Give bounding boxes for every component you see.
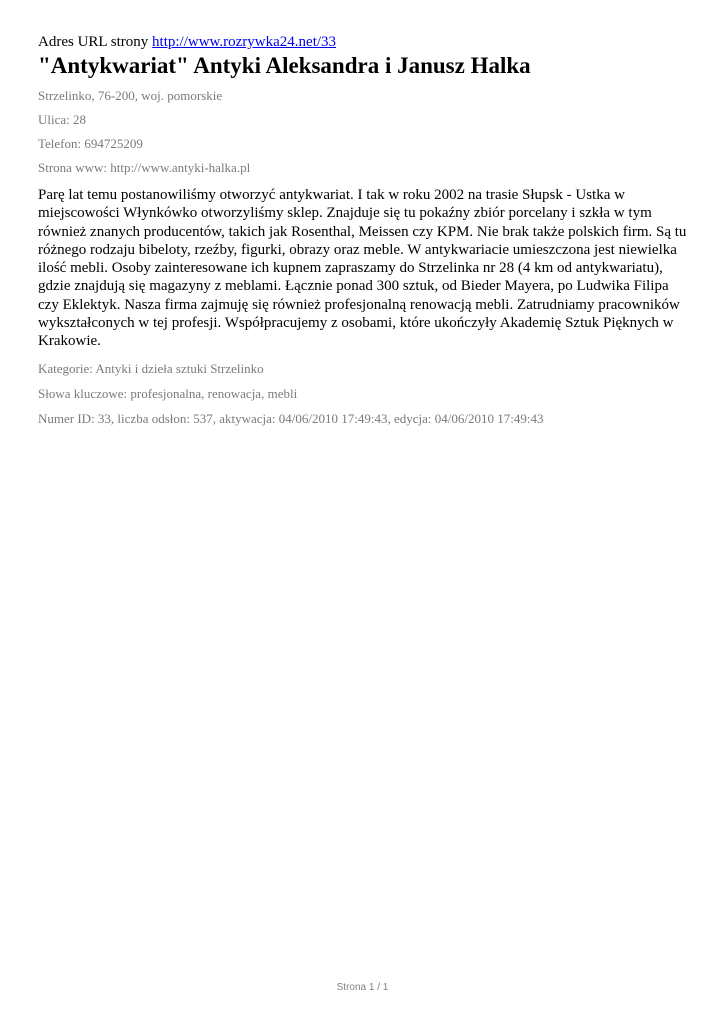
record-info-text: Numer ID: 33, liczba odsłon: 537, aktywacja: 04/06/2010 17:49:43, edycja: 04/06/2010 17:49:43 (38, 410, 544, 426)
source-url-label: Adres URL strony (38, 34, 149, 50)
source-url-link[interactable]: http://www.rozrywka24.net/33 (152, 34, 337, 50)
keywords-text: Słowa kluczowe: profesjonalna, renowacja, mebli (38, 385, 298, 401)
page-title: "Antykwariat" Antyki Aleksandra i Janusz Halka (38, 53, 531, 78)
source-url-line (38, 33, 688, 52)
description-paragraph: Parę lat temu postanowiliśmy otworzyć antykwariat. I tak w roku 2002 na trasie Słupsk - Ustka w miejscowości Włynkówko otworzyliśmy sklep. Znajduje się tu pokaźny zbiór porcelany i szkła w tym również znanych producentów, takich jak Rosenthal, Meissen czy KPM. Nie brak także polskich firm. Są tu różnego rodzaju bibeloty, rzeźby, figurki, obrazy oraz meble. W antykwariacie umieszczona jest niewielka ilość mebli. Osoby zainteresowane ich kupnem zapraszamy do Strzelinka nr 28 (4 km od antykwariatu), gdzie znajdują się magazyny z meblami. Łącznie ponad 300 sztuk, od Bieder Mayera, po Ludwika Filipa czy Eklektyk. Nasza firma zajmuję się również profesjonalną renowacją mebli. Zatrudniamy pracowników wykształconych w tej profesji. Współpracujemy z osobami, które ukończyły Akademię Sztuk Pięknych w Krakowie. (38, 187, 687, 350)
location-text: Strzelinko, 76-200, woj. pomorskie (38, 88, 223, 103)
street-text: Ulica: 28 (38, 112, 87, 127)
website-text: Strona www: http://www.antyki-halka.pl (38, 160, 251, 175)
phone-text: Telefon: 694725209 (38, 136, 143, 151)
categories-text: Kategorie: Antyki i dzieła sztuki Strzelinko (38, 360, 264, 376)
page-number: Strona 1 / 1 (336, 982, 389, 993)
document-page (38, 33, 688, 427)
